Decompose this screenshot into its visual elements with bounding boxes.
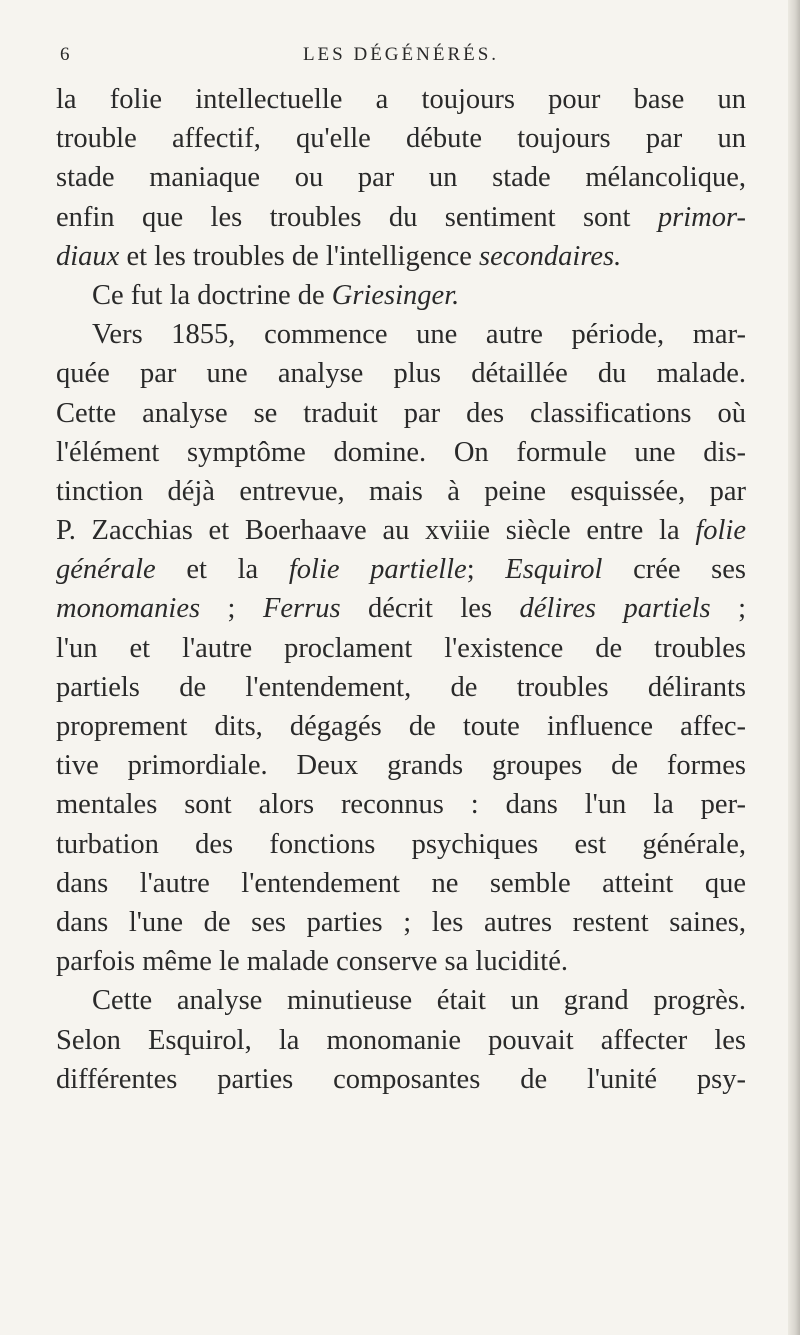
text-segment: partiels de l'entendement, de troubles délirants xyxy=(56,671,746,703)
text-line xyxy=(56,1021,746,1060)
text-line xyxy=(56,158,746,197)
text-segment: l'élément symptôme domine. On formule une dis- xyxy=(56,436,746,468)
text-line xyxy=(56,589,746,628)
text-segment: Cette analyse se traduit par des classifications où xyxy=(56,397,746,429)
text-segment: Selon Esquirol, la monomanie pouvait affecter les xyxy=(56,1024,746,1056)
text-line xyxy=(56,864,746,903)
text-segment: Cette analyse minutieuse était un grand progrès. xyxy=(92,985,746,1017)
text-line xyxy=(56,315,746,354)
text-line xyxy=(56,237,746,276)
text-segment: tive primordiale. Deux grands groupes de formes xyxy=(56,750,746,782)
text-segment: mentales sont alors reconnus : dans l'un la per- xyxy=(56,789,746,821)
text-line xyxy=(56,472,746,511)
text-line xyxy=(56,433,746,472)
text-line xyxy=(56,80,746,119)
text-segment: tinction déjà entrevue, mais à peine esquissée, par xyxy=(56,475,746,507)
text-line xyxy=(56,394,746,433)
italic-text: diaux xyxy=(56,240,120,272)
text-line xyxy=(56,785,746,824)
italic-text: Ferrus xyxy=(262,593,341,625)
text-segment: quée par une analyse plus détaillée du malade. xyxy=(56,358,746,390)
italic-text: monomanies xyxy=(56,593,201,625)
italic-text: Esquirol xyxy=(505,554,603,586)
text-segment: crée ses xyxy=(602,554,746,586)
page-header xyxy=(56,44,746,74)
text-line xyxy=(56,198,746,237)
text-line xyxy=(56,354,746,393)
text-line xyxy=(56,825,746,864)
italic-text: folie partielle xyxy=(288,554,467,586)
italic-text: secondaires. xyxy=(479,240,622,272)
text-segment: parfois même le malade conserve sa lucidité. xyxy=(56,946,568,978)
text-line xyxy=(56,511,746,550)
text-line xyxy=(56,746,746,785)
text-line xyxy=(56,942,746,981)
text-segment: dans l'autre l'entendement ne semble atteint que xyxy=(56,867,746,899)
text-segment: décrit les xyxy=(340,593,520,625)
text-segment: Vers 1855, commence une autre période, mar- xyxy=(92,319,746,351)
italic-text: folie xyxy=(695,515,746,547)
text-line xyxy=(56,903,746,942)
text-segment: Ce fut la doctrine de xyxy=(92,279,332,311)
text-segment: la folie intellectuelle a toujours pour base un xyxy=(56,84,746,115)
text-segment: et la xyxy=(155,554,289,586)
text-segment: et les troubles de l'intelligence xyxy=(119,240,480,272)
page-edge-shadow xyxy=(788,0,800,1335)
text-line xyxy=(56,1060,746,1099)
text-line xyxy=(56,707,746,746)
text-segment: ; xyxy=(466,554,506,586)
text-line xyxy=(56,550,746,589)
text-line xyxy=(56,276,746,315)
text-line xyxy=(56,668,746,707)
text-segment: différentes parties composantes de l'unité psy- xyxy=(56,1063,746,1095)
running-title: LES DÉGÉNÉRÉS. xyxy=(302,44,500,65)
text-segment: l'un et l'autre proclament l'existence de troubles xyxy=(56,632,746,664)
body-text xyxy=(56,80,746,1099)
text-line xyxy=(56,981,746,1020)
italic-text: primor- xyxy=(657,201,746,233)
text-segment: enfin que les troubles du sentiment sont xyxy=(56,201,658,233)
text-segment: ; xyxy=(200,593,263,625)
text-segment: P. Zacchias et Boerhaave au xviiie siècle entre la xyxy=(56,515,696,547)
text-segment: stade maniaque ou par un stade mélancolique, xyxy=(56,162,746,194)
text-segment: dans l'une de ses parties ; les autres restent saines, xyxy=(56,906,746,938)
italic-text: Griesinger. xyxy=(331,279,460,311)
text-line xyxy=(56,119,746,158)
italic-text: générale xyxy=(56,554,156,586)
text-segment: proprement dits, dégagés de toute influence affec- xyxy=(56,711,746,742)
text-segment: turbation des fonctions psychiques est générale, xyxy=(56,828,746,860)
text-segment: trouble affectif, qu'elle débute toujours par un xyxy=(56,123,746,155)
text-line xyxy=(56,629,746,668)
italic-text: délires partiels xyxy=(519,593,711,625)
page-number: 6 xyxy=(60,44,71,65)
text-segment: ; xyxy=(710,593,746,625)
